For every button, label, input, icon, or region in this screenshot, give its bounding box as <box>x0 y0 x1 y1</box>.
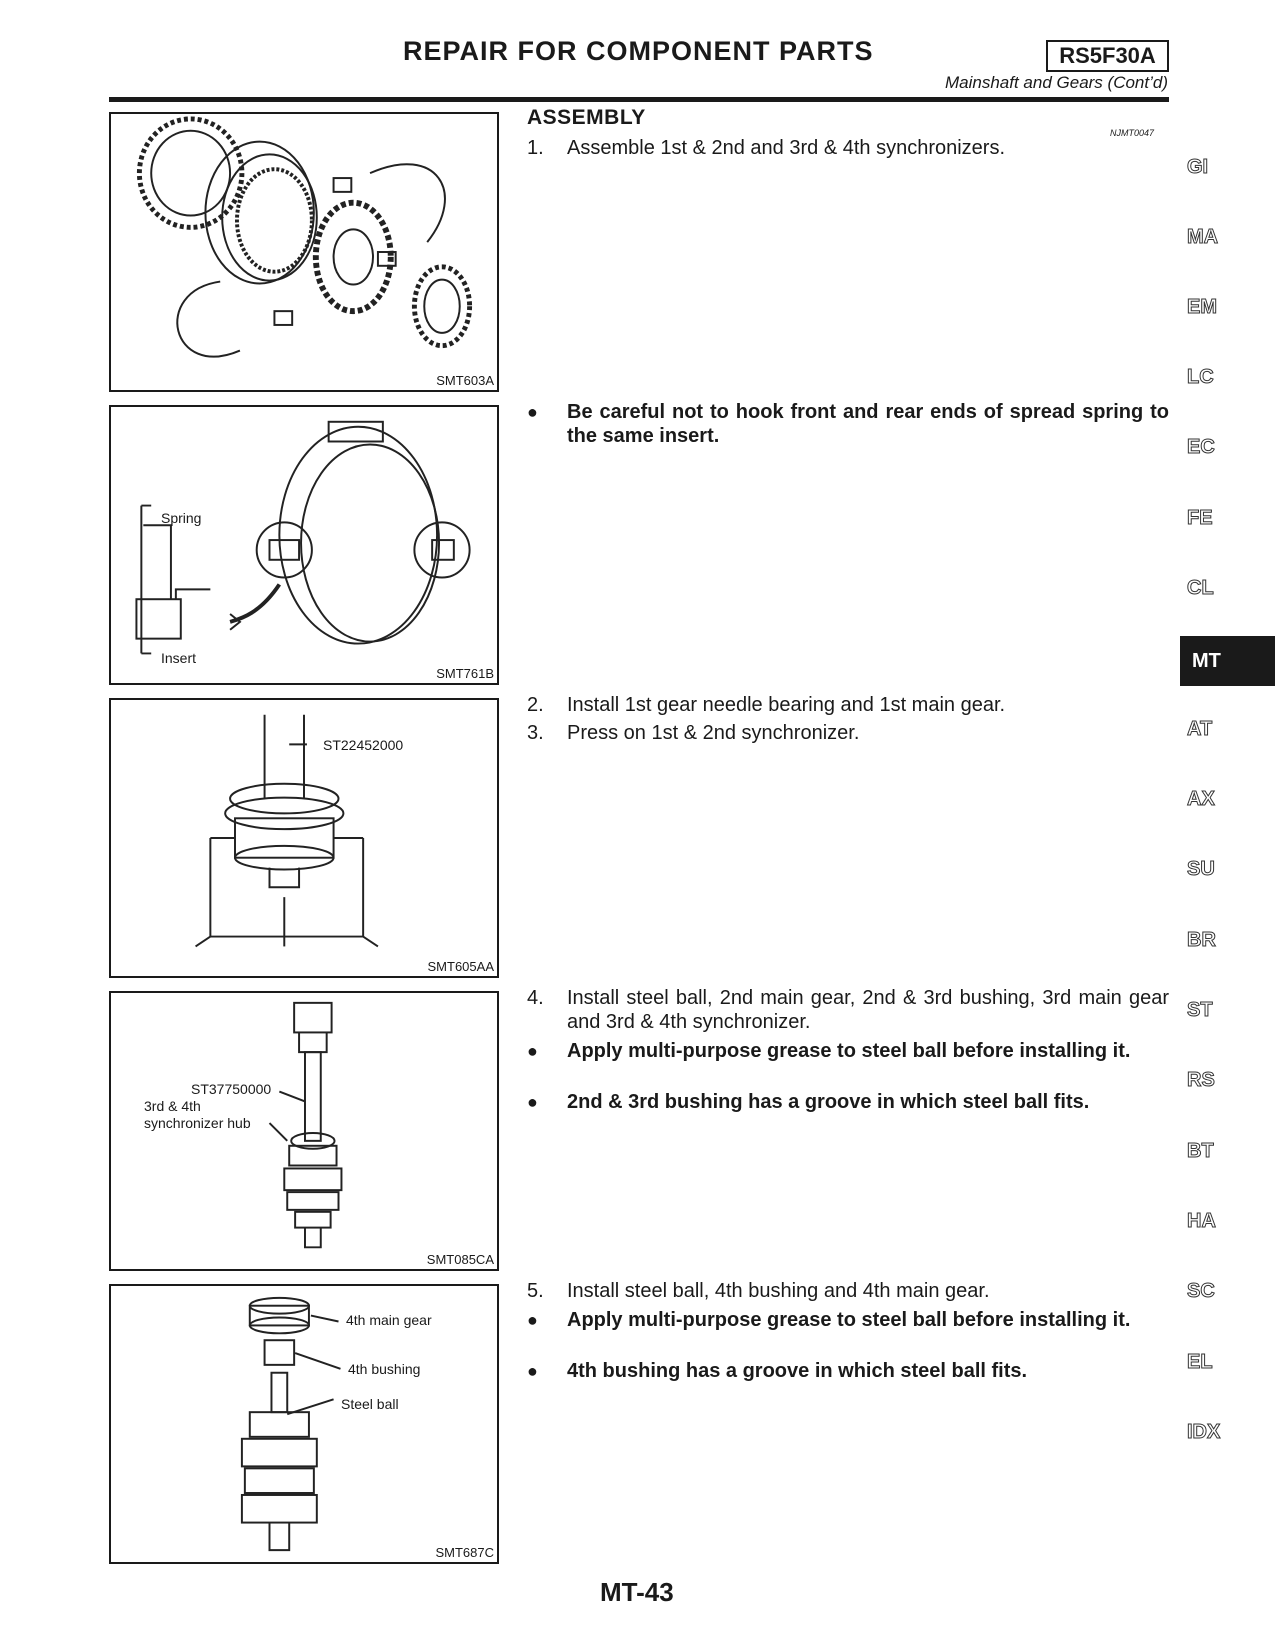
step-number: 4. <box>527 987 544 1009</box>
fourth-gear-stack-illustration <box>111 1286 497 1562</box>
label-tool-st37750000: ST37750000 <box>191 1081 272 1097</box>
figure-code: SMT603A <box>436 373 494 388</box>
step-5 <box>527 1279 1169 1303</box>
side-tab-su[interactable]: SU <box>1187 858 1215 880</box>
side-tab-st[interactable]: ST <box>1187 999 1213 1021</box>
bullet: ● <box>527 1092 538 1112</box>
step-text: Assemble 1st & 2nd and 3rd & 4th synchronizers. <box>567 137 1006 159</box>
figure-press-synchronizer <box>109 698 499 978</box>
side-tab-lc[interactable]: LC <box>1187 366 1214 388</box>
note-text: 4th bushing has a groove in which steel ball fits. <box>567 1360 1028 1382</box>
figure-third-fourth-synchronizer <box>109 991 499 1271</box>
spread-spring-illustration <box>111 407 497 683</box>
step-number: 5. <box>527 1280 544 1302</box>
note-grease-2 <box>527 1308 1169 1332</box>
side-tab-fe[interactable]: FE <box>1187 507 1213 529</box>
note-groove-1 <box>527 1090 1169 1114</box>
side-tab-ha[interactable]: HA <box>1187 1210 1216 1232</box>
bullet: ● <box>527 1361 538 1381</box>
figure-code: SMT605AA <box>427 959 494 974</box>
model-badge: RS5F30A <box>1046 40 1169 72</box>
step-text: Install 1st gear needle bearing and 1st main gear. <box>567 694 1006 716</box>
label-spring: Spring <box>161 510 202 526</box>
side-tab-ma[interactable]: MA <box>1187 226 1219 248</box>
page-title: REPAIR FOR COMPONENT PARTS <box>403 36 874 66</box>
step-2 <box>527 693 1169 717</box>
section-title: ASSEMBLY <box>527 106 646 129</box>
bullet: ● <box>527 1041 538 1061</box>
side-tab-idx[interactable]: IDX <box>1187 1421 1221 1443</box>
header-rule <box>109 97 1169 102</box>
side-tab-ax[interactable]: AX <box>1187 788 1215 810</box>
note-spring <box>527 400 1169 448</box>
figure-spring-insert <box>109 405 499 685</box>
side-tab-rs[interactable]: RS <box>1187 1069 1215 1091</box>
press-tool-illustration <box>111 700 497 976</box>
side-tab-at[interactable]: AT <box>1187 718 1213 740</box>
side-tab-bt[interactable]: BT <box>1187 1140 1214 1162</box>
step-1 <box>527 136 1169 160</box>
figure-fourth-main-gear <box>109 1284 499 1564</box>
step-number: 2. <box>527 694 544 716</box>
side-tab-el[interactable]: EL <box>1187 1351 1213 1373</box>
label-insert: Insert <box>161 650 197 666</box>
bullet: ● <box>527 1310 538 1330</box>
label-tool-st22452000: ST22452000 <box>323 737 404 753</box>
figure-synchronizer-parts <box>109 112 499 392</box>
figure-code: SMT761B <box>436 666 494 681</box>
side-tab-gi[interactable]: GI <box>1187 156 1209 178</box>
side-tab-cl[interactable]: CL <box>1187 577 1214 599</box>
note-text: Be careful not to hook front and rear ends of spread spring to the same insert. <box>567 401 1169 447</box>
note-text: Apply multi-purpose grease to steel ball before installing it. <box>567 1040 1131 1062</box>
synchronizer-exploded-illustration <box>111 114 497 390</box>
label-steel-ball: Steel ball <box>341 1396 399 1412</box>
note-text: 2nd & 3rd bushing has a groove in which steel ball fits. <box>567 1091 1090 1113</box>
step-3 <box>527 721 1169 745</box>
step-4 <box>527 986 1169 1034</box>
page-number: MT-43 <box>600 1577 674 1607</box>
section-code: NJMT0047 <box>1110 128 1155 138</box>
step-number: 1. <box>527 137 544 159</box>
step-text: Install steel ball, 4th bushing and 4th main gear. <box>567 1280 990 1302</box>
note-grease-1 <box>527 1039 1169 1063</box>
page-subtitle: Mainshaft and Gears (Cont’d) <box>945 73 1168 92</box>
note-groove-2 <box>527 1359 1169 1383</box>
label-hub-line2: synchronizer hub <box>144 1115 251 1131</box>
label-fourth-main-gear: 4th main gear <box>346 1312 432 1328</box>
step-text: Install steel ball, 2nd main gear, 2nd & 3rd bushing, 3rd main gear and 3rd & 4th synchronizer. <box>567 987 1169 1033</box>
side-tab-mt[interactable]: MT <box>1180 636 1275 686</box>
label-fourth-bushing: 4th bushing <box>348 1361 421 1377</box>
step-text: Press on 1st & 2nd synchronizer. <box>567 722 860 744</box>
figure-code: SMT687C <box>435 1545 494 1560</box>
step-number: 3. <box>527 722 544 744</box>
label-hub-line1: 3rd & 4th <box>144 1098 201 1114</box>
figure-code: SMT085CA <box>426 1252 494 1267</box>
side-tab-br[interactable]: BR <box>1187 929 1216 951</box>
side-tab-em[interactable]: EM <box>1187 296 1217 318</box>
note-text: Apply multi-purpose grease to steel ball before installing it. <box>567 1309 1131 1331</box>
side-tab-sc[interactable]: SC <box>1187 1280 1215 1302</box>
bullet: ● <box>527 402 538 422</box>
side-tab-ec[interactable]: EC <box>1187 436 1215 458</box>
